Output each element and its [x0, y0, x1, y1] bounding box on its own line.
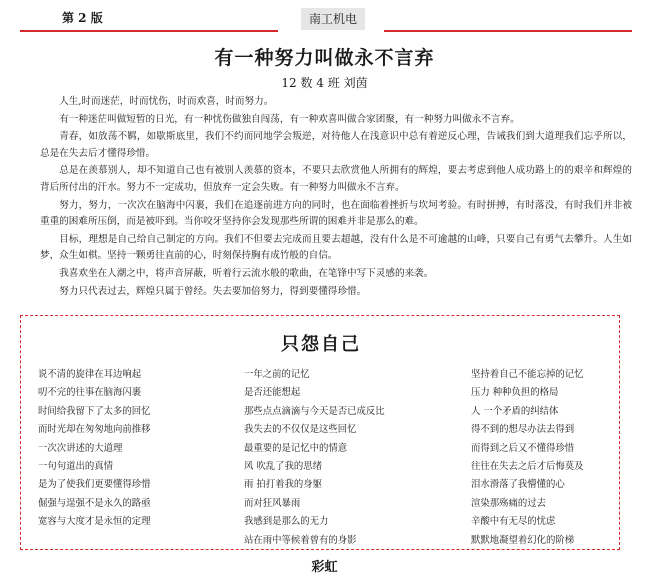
- issue-label: 第 2 版: [62, 11, 103, 25]
- poem-line: 我感到是那么的无力: [244, 516, 329, 528]
- poem-line: 宽容与大度才是永恒的定理: [38, 516, 151, 528]
- article-title: 有一种努力叫做永不言弃: [214, 47, 435, 69]
- poem-line: 倔强与逞强不是永久的路亟: [38, 497, 151, 509]
- poem-line: 站在雨中等候着曾有的身影: [244, 534, 357, 546]
- article-body: [40, 94, 632, 301]
- poem-column-1: [38, 366, 151, 532]
- article-author: 12 数 4 班 刘茵: [281, 76, 368, 90]
- poem-line: 说不清的旋律在耳边响起: [38, 369, 142, 380]
- poem-line: 最重要的是记忆中的情意: [244, 442, 348, 454]
- poem-line: 得不到的想尽办法去得到: [471, 424, 575, 436]
- paper-name: 南工机电: [301, 8, 365, 30]
- paragraph: 我喜欢坐在人潮之中，将声音屏蔽，听着行云流水般的歌曲，在笔锋中写下灵感的来袭。: [59, 267, 434, 279]
- paragraph: 总是在羡慕别人，却不知道自己也有被别人羡慕的资本，不要只去欣赏他人所拥有的辉煌，要去考虑到他人成功路上的的艰辛和辉煌的背后所付出的汗水。努力不一定成功，但放弃一定会失败。有一种努力叫做永不言弃。: [40, 165, 632, 193]
- poem-line: 风 吹乱了我的思绪: [244, 461, 322, 473]
- header-rule-left: [20, 30, 278, 32]
- poem-line: 而对狂风暴雨: [244, 497, 301, 509]
- poem-line: 一句句道出的真情: [38, 461, 114, 473]
- poem-line: 默默地凝望着幻化的阶梯: [471, 534, 575, 546]
- paragraph: 青春，如放荡不羁，如歇斯底里，我们不约而同地学会叛逆，对待他人在浅意识中总有着逆反心理，告诫我们到大道理我们忘乎所以，总是在失去后才懂得珍惜。: [40, 131, 632, 159]
- poem-line: 那些点点滴滴与今天是否已成反比: [244, 405, 385, 417]
- poem-line: 渲染那殇痛的过去: [471, 497, 547, 509]
- poem-line: 压力 种种负担的格局: [471, 387, 559, 399]
- next-article-title: 彩虹: [311, 560, 338, 575]
- poem-line: 往往在失去之后才后悔莫及: [471, 461, 584, 473]
- poem-line: 一年之前的记忆: [244, 369, 310, 380]
- poem-line: 是否还能想起: [244, 387, 301, 399]
- poem-line: 叨不完的往事在脑海闪裹: [38, 387, 142, 399]
- paragraph: 有一种迷茫叫做短暂的日光，有一种忧伤做独自闯荡，有一种欢喜叫做合家团聚，有一种努力叫做永不言弃。: [59, 113, 520, 125]
- poem-title: 只怨自己: [281, 334, 361, 355]
- poem-line: 雨 拍打着我的身躯: [244, 479, 322, 491]
- poem-line: 泪水滑落了我懵懂的心: [471, 479, 565, 491]
- page-header: [0, 0, 649, 34]
- poem-line: 而时光却在匆匆地向前推移: [38, 424, 151, 436]
- poem-line: 我失去的不仅仅是这些回忆: [244, 424, 357, 436]
- poem-line: 是为了使我们更要懂得珍惜: [38, 479, 151, 491]
- paragraph: 努力只代表过去，辉煌只属于曾经。失去要加倍努力，得到要懂得珍惜。: [59, 285, 367, 297]
- poem-line: 坚持着自己不能忘掉的记忆: [471, 369, 584, 380]
- paragraph: 努力，努力，一次次在脑海中闪裹，我们在追逐前进方向的同时，也在面临着挫折与坎坷考验。有时拼搏，有时落没，有时我们并非被重重的困难所压倒，而是被吓到。当你咬牙坚持你会发现那些所谓的困难并非是那么的难。: [40, 199, 632, 228]
- poem-line: 时间给我留下了太多的回忆: [38, 405, 151, 417]
- poem-line: 一次次讲述的大道理: [38, 442, 123, 454]
- paragraph: 目标，理想是自己给自己制定的方向。我们不但要去完成而且要去超越，没有什么是不可逾越的山峰，只要自己有勇气去攀升。人生如梦，众生如棋。坚持一颗勇往直前的心，时刻保持胸有成竹般的自信。: [40, 233, 632, 262]
- poem-line: 而得到之后又不懂得珍惜: [471, 442, 575, 454]
- poem-line: 人 一个矛盾的纠结体: [471, 405, 559, 417]
- header-rule-right: [384, 30, 632, 32]
- poem-column-2: [244, 366, 385, 550]
- poem-box: [20, 315, 620, 550]
- paragraph: 人生,时而迷茫，时而忧伤，时而欢喜，时而努力。: [59, 96, 274, 107]
- poem-line: 辛酸中有无尽的忧虑: [471, 516, 556, 528]
- poem-column-3: [471, 366, 584, 550]
